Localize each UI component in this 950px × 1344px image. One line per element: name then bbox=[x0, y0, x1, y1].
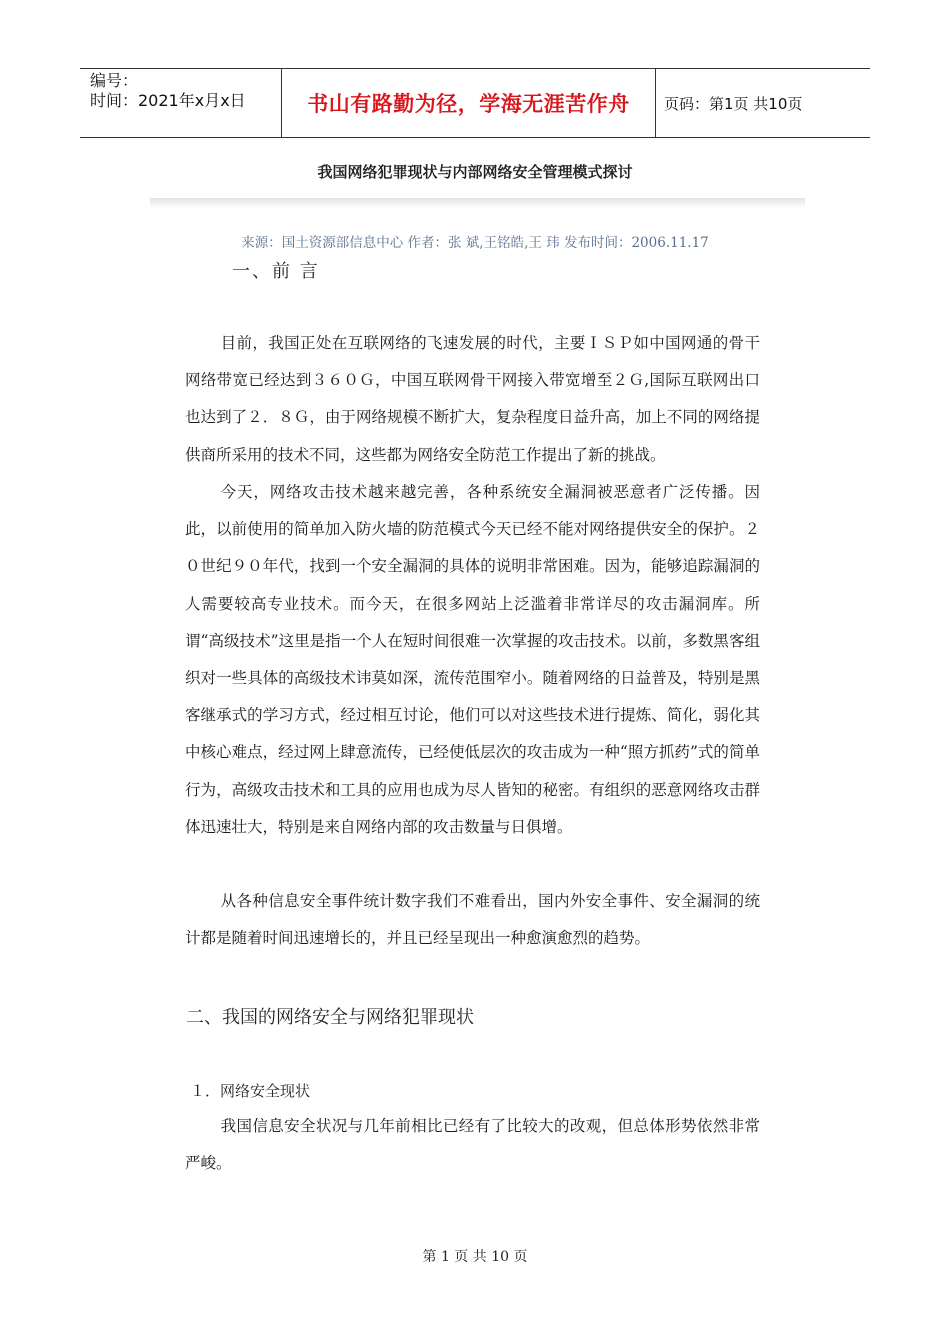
document-title: 我国网络犯罪现状与内部网络安全管理模式探讨 bbox=[317, 163, 633, 181]
document-time-label: 时间：2021年x月x日 bbox=[90, 91, 246, 110]
paragraph-intro-3: 从各种信息安全事件统计数字我们不难看出，国内外安全事件、安全漏洞的统计都是随着时间迅速增长的，并且已经呈现出一种愈演愈烈的趋势。 bbox=[185, 892, 760, 948]
paragraph-status-1: 我国信息安全状况与几年前相比已经有了比较大的改观，但总体形势依然非常严峻。 bbox=[185, 1117, 760, 1173]
paragraph-intro-1: 目前，我国正处在互联网络的飞速发展的时代，主要ＩＳＰ如中国网通的骨干网络带宽已经达到３６０Ｇ，中国互联网骨干网接入带宽增至２Ｇ,国际互联网出口也达到了２．８Ｇ，由于网络规模不断扩大，复杂程度日益升高，加上不同的网络提供商所采用的技术不同，这些都为网络安全防范工作提出了新的挑战。 bbox=[185, 334, 760, 464]
section-heading-status: 二、我国的网络安全与网络犯罪现状 bbox=[186, 1007, 474, 1028]
header-motto: 书山有路勤为径，学海无涯苦作舟 bbox=[307, 92, 630, 116]
header-motto-cell bbox=[281, 69, 656, 137]
header-page-cell bbox=[656, 69, 870, 137]
header-page-info: 页码：第1页 共10页 bbox=[664, 94, 803, 113]
page-footer: 第 1 页 共 10 页 bbox=[422, 1249, 528, 1265]
section-heading-preface: 一、前 言 bbox=[232, 261, 320, 282]
source-line: 来源：国土资源部信息中心 作者：张 斌,王铭皓,王 玮 发布时间：2006.11.17 bbox=[241, 235, 709, 251]
title-divider bbox=[150, 198, 805, 208]
document-header-table bbox=[80, 68, 870, 138]
document-number-label: 编号： bbox=[90, 71, 139, 90]
paragraph-intro-2: 今天，网络攻击技术越来越完善，各种系统安全漏洞被恶意者广泛传播。因此，以前使用的简单加入防火墙的防范模式今天已经不能对网络提供安全的保护。２０世纪９０年代，找到一个安全漏洞的具体的说明非常困难。因为，能够追踪漏洞的人需要较高专业技术。而今天，在很多网站上泛滥着非常详尽的攻击漏洞库。所谓“高级技术”这里是指一个人在短时间很难一次掌握的攻击技术。以前，多数黑客组织对一些具体的高级技术讳莫如深，流传范围窄小。随着网络的日益普及，特别是黑客继承式的学习方式，经过相互讨论，他们可以对这些技术进行提炼、简化，弱化其中核心难点，经过网上肆意流传，已经使低层次的攻击成为一种“照方抓药”式的简单行为，高级攻击技术和工具的应用也成为尽人皆知的秘密。有组织的恶意网络攻击群体迅速壮大，特别是来自网络内部的攻击数量与日俱增。 bbox=[185, 483, 760, 836]
header-meta-cell bbox=[80, 69, 281, 137]
subsection-heading-network-security: １．网络安全现状 bbox=[190, 1082, 311, 1100]
